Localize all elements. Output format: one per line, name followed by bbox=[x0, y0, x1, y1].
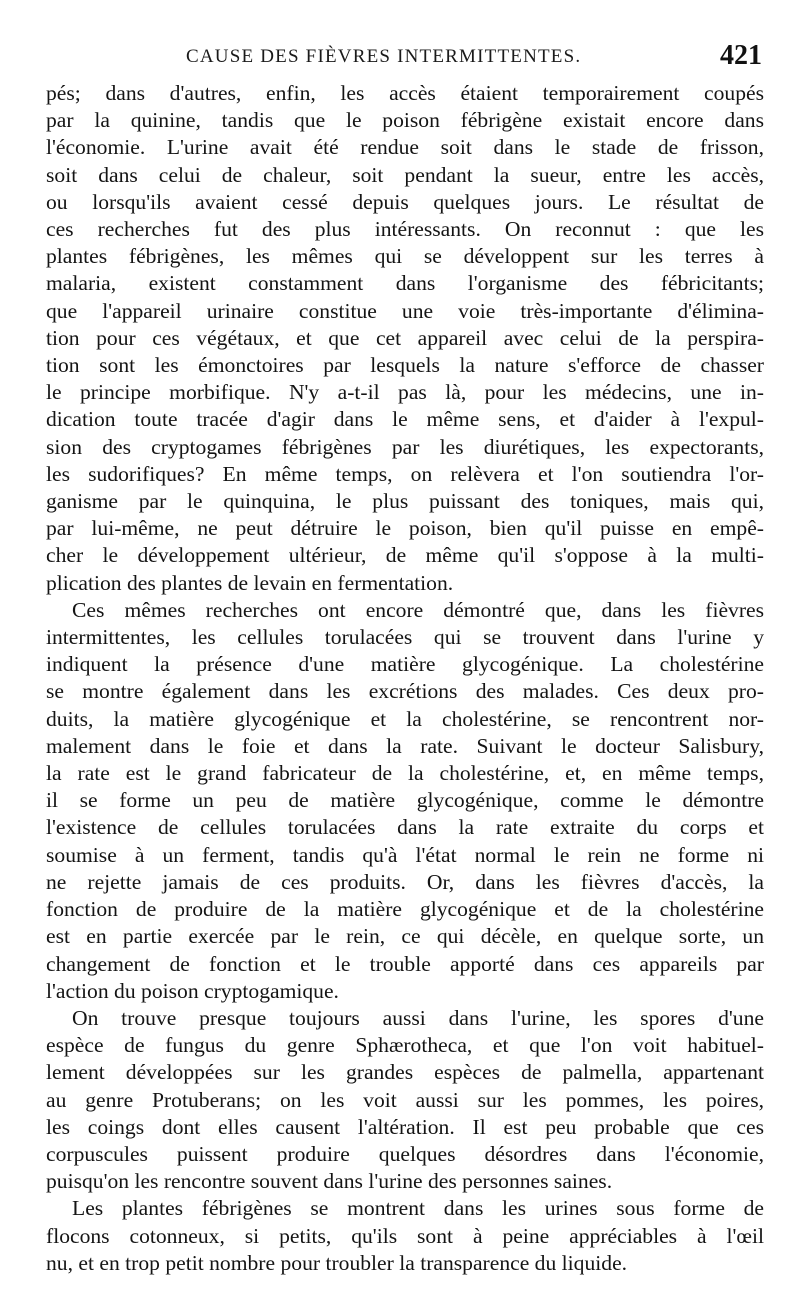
text-line: pés; dans d'autres, enfin, les accès étaient temporairement coupés bbox=[46, 81, 764, 105]
text-line: On trouve presque toujours aussi dans l'urine, les spores d'une bbox=[72, 1005, 764, 1030]
text-line: tion pour ces végétaux, et que cet appareil avec celui de la perspira- bbox=[46, 325, 764, 350]
text-line: par la quinine, tandis que le poison fébrigène existait encore dans bbox=[46, 108, 764, 133]
text-line: l'existence de cellules torulacées dans la rate extraite du corps et bbox=[46, 815, 764, 840]
text-line: la rate est le grand fabricateur de la cholestérine, et, en même temps, bbox=[46, 761, 764, 786]
text-line: indiquent la présence d'une matière glycogénique. La cholestérine bbox=[46, 652, 764, 677]
text-line: espèce de fungus du genre Sphærotheca, et que l'on voit habituel- bbox=[46, 1033, 764, 1058]
text-line: le principe morbifique. N'y a-t-il pas là, pour les médecins, une in- bbox=[46, 380, 764, 405]
text-line: nu, et en trop petit nombre pour troubler la transparence du liquide. bbox=[46, 1250, 628, 1275]
text-line: les sudorifiques? En même temps, on relèvera et l'on soutiendra l'or- bbox=[46, 461, 764, 486]
text-line: tion sont les émonctoires par lesquels la nature s'efforce de chasser bbox=[46, 353, 764, 378]
paragraph bbox=[46, 1195, 764, 1277]
text-line: dication toute tracée d'agir dans le même sens, et d'aider à l'expul- bbox=[46, 407, 764, 432]
page-number: 421 bbox=[720, 40, 762, 71]
text-line: ganisme par le quinquina, le plus puissant des toniques, mais qui, bbox=[46, 489, 764, 514]
text-line: lement développées sur les grandes espèces de palmella, appartenant bbox=[46, 1060, 764, 1085]
text-line: il se forme un peu de matière glycogénique, comme le démontre bbox=[46, 788, 764, 813]
text-line: au genre Protuberans; on les voit aussi sur les pommes, les poires, bbox=[46, 1087, 764, 1112]
text-line: sion des cryptogames fébrigènes par les diurétiques, les expectorants, bbox=[46, 434, 764, 459]
paragraph bbox=[46, 80, 764, 597]
text-line: ne rejette jamais de ces produits. Or, dans les fièvres d'accès, la bbox=[46, 869, 764, 894]
text-line: changement de fonction et le trouble apporté dans ces appareils par bbox=[46, 951, 764, 976]
text-line: plantes fébrigènes, les mêmes qui se développent sur les terres à bbox=[46, 244, 764, 269]
paragraph bbox=[46, 1005, 764, 1195]
text-line: puisqu'on les rencontre souvent dans l'urine des personnes saines. bbox=[46, 1169, 613, 1194]
paragraph bbox=[46, 597, 764, 1005]
text-line: flocons cotonneux, si petits, qu'ils sont à peine appréciables à l'œil bbox=[46, 1223, 764, 1248]
page-header bbox=[46, 34, 764, 80]
text-line: intermittentes, les cellules torulacées qui se trouvent dans l'urine y bbox=[46, 625, 764, 650]
text-line: cher le développement ultérieur, de même qu'il s'oppose à la multi- bbox=[46, 543, 764, 568]
text-line: plication des plantes de levain en fermentation. bbox=[46, 570, 454, 595]
text-line: ces recherches fut des plus intéressants. On reconnut : que les bbox=[46, 217, 764, 242]
text-line: les coings dont elles causent l'altération. Il est peu probable que ces bbox=[46, 1114, 764, 1139]
text-line: par lui-même, ne peut détruire le poison, bien qu'il puisse en empê- bbox=[46, 516, 764, 541]
text-line: soit dans celui de chaleur, soit pendant la sueur, entre les accès, bbox=[46, 162, 764, 187]
text-line: malaria, existent constamment dans l'organisme des fébricitants; bbox=[46, 271, 764, 296]
body-text bbox=[46, 80, 764, 1277]
text-line: corpuscules puissent produire quelques désordres dans l'économie, bbox=[46, 1141, 764, 1166]
text-line: ou lorsqu'ils avaient cessé depuis quelques jours. Le résultat de bbox=[46, 189, 764, 214]
text-line: que l'appareil urinaire constitue une voie très-importante d'élimina- bbox=[46, 298, 764, 323]
text-line: Ces mêmes recherches ont encore démontré que, dans les fièvres bbox=[72, 597, 764, 622]
text-line: est en partie exercée par le rein, ce qui décèle, en quelque sorte, un bbox=[46, 924, 764, 949]
text-line: soumise à un ferment, tandis qu'à l'état normal le rein ne forme ni bbox=[46, 842, 764, 867]
text-line: se montre également dans les excrétions des malades. Ces deux pro- bbox=[46, 679, 764, 704]
text-line: l'action du poison cryptogamique. bbox=[46, 978, 339, 1003]
text-line: Les plantes fébrigènes se montrent dans les urines sous forme de bbox=[72, 1196, 764, 1221]
running-title: CAUSE DES FIÈVRES INTERMITTENTES. bbox=[186, 46, 582, 67]
text-line: malement dans le foie et dans la rate. Suivant le docteur Salisbury, bbox=[46, 733, 764, 758]
text-line: duits, la matière glycogénique et la cholestérine, se rencontrent nor- bbox=[46, 706, 764, 731]
text-line: fonction de produire de la matière glycogénique et de la cholestérine bbox=[46, 897, 764, 922]
text-line: l'économie. L'urine avait été rendue soit dans le stade de frisson, bbox=[46, 135, 764, 160]
